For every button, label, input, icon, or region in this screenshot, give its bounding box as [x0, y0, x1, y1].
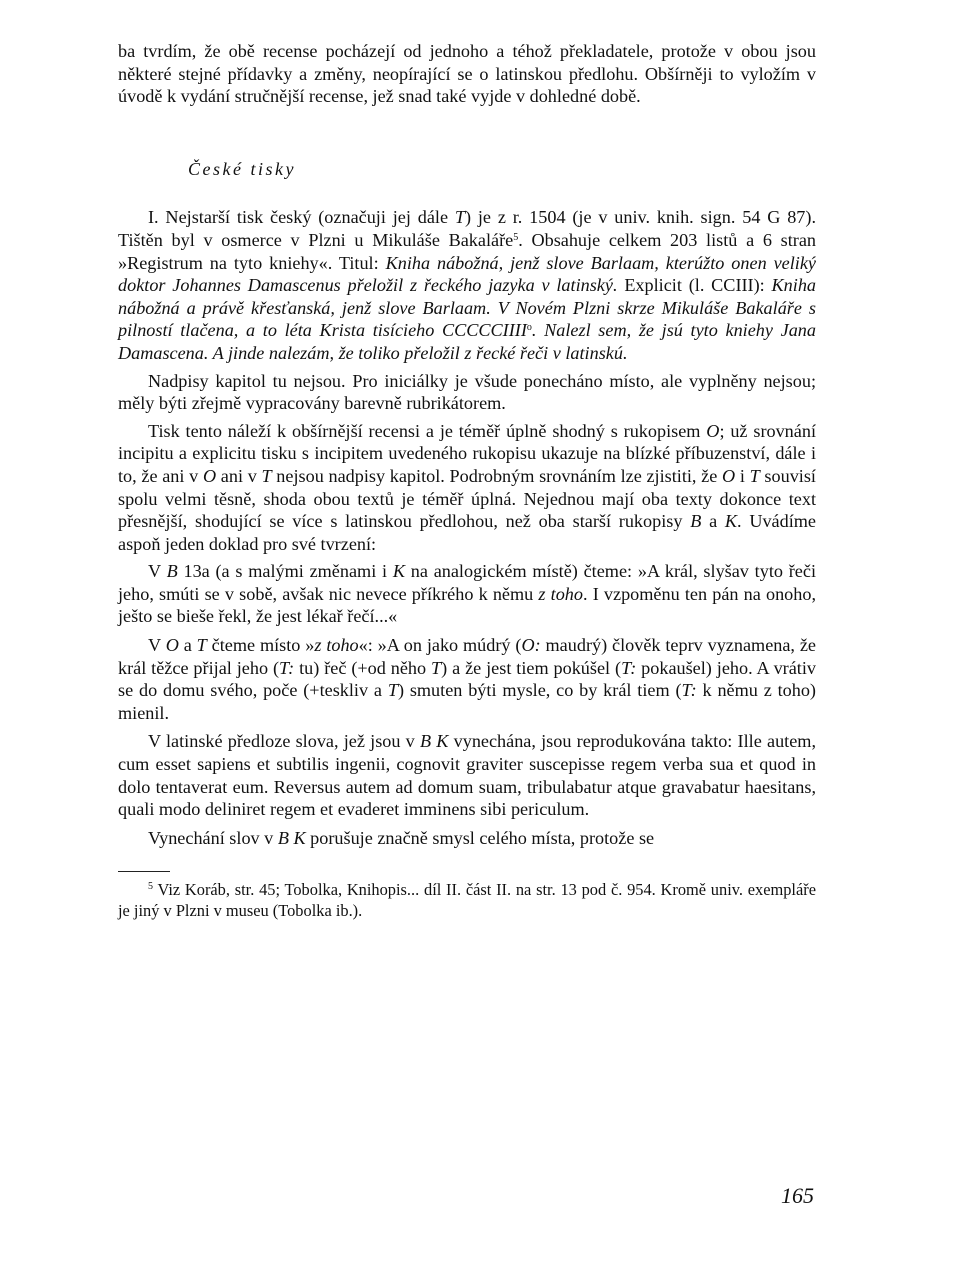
paragraph-chapter-titles: Nadpisy kapitol tu nejsou. Pro iniciálky je všude ponecháno místo, ale vyplněny nejsou; měly býti zřejmě vypracovány barevně rubrikátorem. — [118, 370, 816, 414]
paragraph-print-description: I. Nejstarší tisk český (označuji jej dále T) je z r. 1504 (je v univ. knih. sign. 54 G 87). Tištěn byl v osmerce v Plzni u Mikuláše Bakaláře$^5$. Obsahuje celkem 203 listů a 6 stran »Registrum na tyto kniehy«. Titul: Kniha nábožná, jenž slove Barlaam, kterúžto onen veliký doktor Johannes Damascenus přeložil z řeckého jazyka v latinský. Explicit (l. CCIII): Kniha nábožná a právě křesťanská, jenž slove Barlaam. V Novém Plzni skrze Mikuláše Bakaláře s pilností tlačena, a to léta Krista tisícieho CCCCCIIII$^o$. Nalezl sem, že jsú tyto kniehy Jana Damascena. A jinde nalezám, že toliko přeložil z řecké řeči v latinskú. — [118, 207, 817, 363]
page-number: 165 — [781, 1183, 814, 1208]
paragraph-comparison: Tisk tento náleží k obšírnější recensi a je téměř úplně shodný s rukopisem O; už srovnání incipitu a explicitu tisku s incipitem uvedeného rukopisu ukazuje na blízké příbuzenství, dále i to, že ani v O ani v T nejsou nadpisy kapitol. Podrobným srovnáním lze zjistiti, že O i T souvisí spolu velmi těsně, shoda obou textů je téměř úplná. Nejednou mají oba texty dokonce text přesnější, shodující se více s latinskou předlohou, než oba starší rukopisy B a K. Uvádíme aspoň jeden doklad pro své tvrzení: — [118, 420, 816, 554]
paragraph-quote-ot: V O a T čteme místo »z toho«: »A on jako múdrý (O: maudrý) člověk teprv vyznamena, že král těžce přijal jeho (T: tu) řeč (+od něho T) a že jest tiem pokúšel (T: pokaušel) jeho. A vrátiv se do domu svého, poče (+teskliv a T) smuten býti mysle, co by král tiem (T: k němu z toho) mienil. — [118, 635, 817, 723]
section-heading: České tisky — [188, 158, 296, 179]
footnote-marker: 5 — [148, 881, 153, 893]
paragraph-quote-b: V B 13a (a s malými změnami i K na analogickém místě) čteme: »A král, slyšav tyto řeči jeho, smúti se v sobě, avšak nic nevece příkrého k němu z toho. I vzpoměnu ten pán na onoho, ješto se bieše řekl, že jest lékař řečí...« — [118, 561, 816, 627]
footnote-divider — [118, 871, 170, 872]
footnote-reference: 5 — [513, 231, 519, 243]
page-body — [118, 40, 816, 921]
footnote: $^5$ Viz Koráb, str. 45; Tobolka, Knihopis... díl II. část II. na str. 13 pod č. 954. Kromě univ. exempláře je jiný v Plzni v museu (Tobolka ib.). — [118, 880, 816, 920]
paragraph-intro: ba tvrdím, že obě recense pocházejí od jednoho a téhož překladatele, protože v obou jsou některé stejné přídavky a změny, neopírající se o latinskou předlohu. Obšírněji to vyložím v úvodě k vydání stručnější recense, jež snad také vyjde v dohledné době. — [118, 41, 816, 107]
paragraph-latin-source: V latinské předloze slova, jež jsou v B K vynechána, jsou reprodukována takto: Ille autem, cum esset sapiens et subtilis ingenii, cognovit graviter suscepisse regem verba sua et quod in dolo tentaverat eum. Reversus autem ad domum suam, tribulabatur atque gravabatur haesitans, quali modo deliniret regem et evaderet imminens sibi periculum. — [118, 731, 816, 820]
paragraph-omission: Vynechání slov v B K porušuje značně smysl celého místa, protože se — [148, 827, 655, 848]
